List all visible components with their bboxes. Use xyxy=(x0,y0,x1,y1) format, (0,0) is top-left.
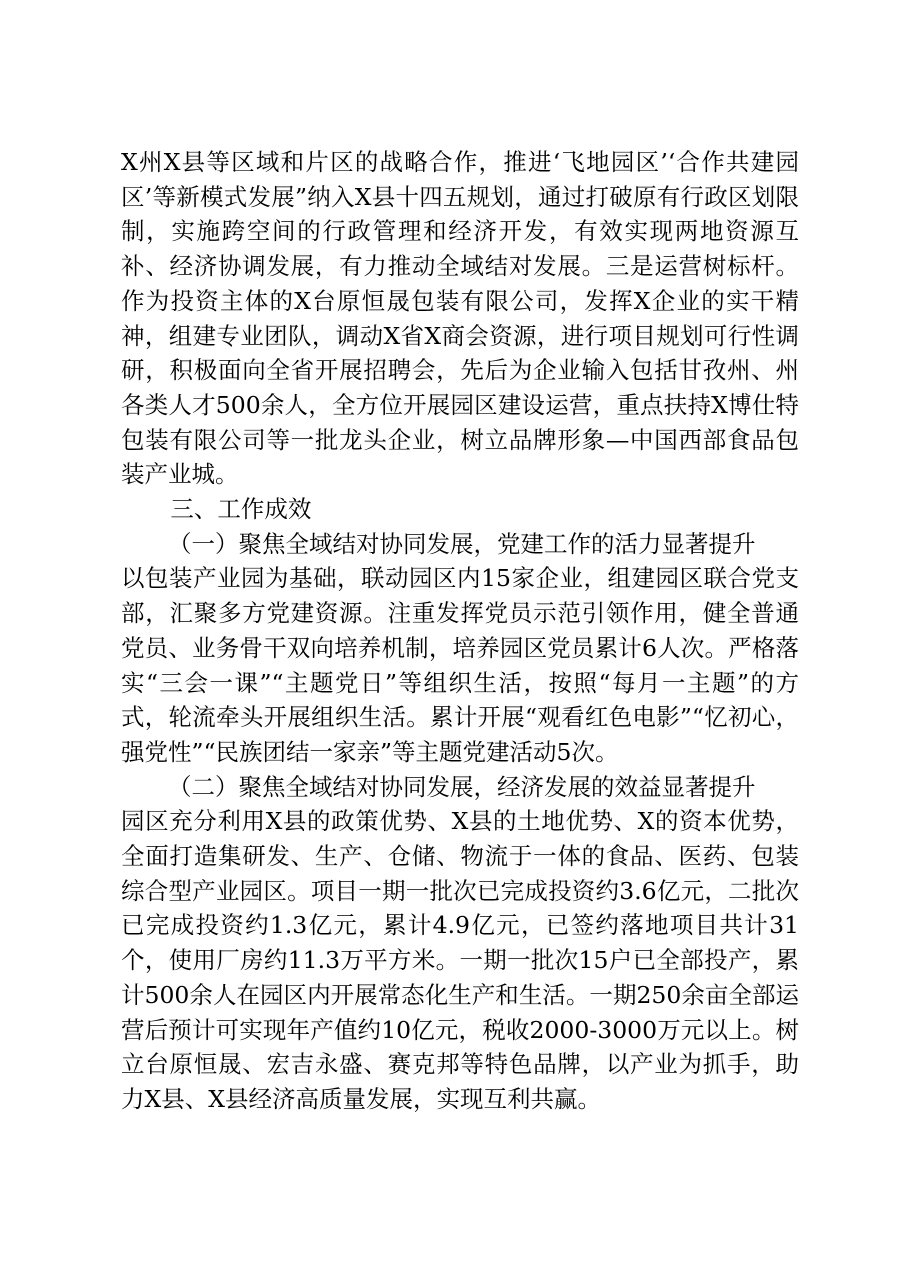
subsection-heading-economic-development: （二）聚焦全域结对协同发展，经济发展的效益显著提升 xyxy=(168,772,756,801)
document-page xyxy=(121,145,799,1117)
body-paragraph-economic-development: 园区充分利用X县的政策优势、X县的土地优势、X的资本优势，全面打造集研发、生产、仓储、物流于一体的食品、医药、包装综合型产业园区。项目一期一批次已完成投资约3.6亿元，二批次已完成投资约1.3亿元，累计4.9亿元，已签约落地项目共计31个，使用厂房约11.3万平方米。一期一批次15户已全部投产，累计500余人在园区内开展常态化生产和生活。一期250余亩全部运营后预计可实现年产值约10亿元，税收2000-3000万元以上。树立台原恒晟、宏吉永盛、赛克邦等特色品牌，以产业为抓手，助力X县、X县经济高质量发展，实现互利共赢。 xyxy=(121,807,799,1113)
body-paragraph-party-building: 以包装产业园为基础，联动园区内15家企业，组建园区联合党支部，汇聚多方党建资源。注重发挥党员示范引领作用，健全普通党员、业务骨干双向培养机制，培养园区党员累计6人次。严格落实“三会一课”“主题党日”等组织生活，按照“每月一主题”的方式，轮流牵头开展组织生活。累计开展“观看红色电影”“忆初心，强党性”“民族团结一家亲”等主题党建活动5次。 xyxy=(121,564,799,766)
body-paragraph-continued: X州X县等区域和片区的战略合作，推进‘飞地园区’‘合作共建园区’等新模式发展”纳入X县十四五规划，通过打破原有行政区划限制，实施跨空间的行政管理和经济开发，有效实现两地资源互补、经济协调发展，有力推动全域结对发展。三是运营树标杆。作为投资主体的X台原恒晟包装有限公司，发挥X企业的实干精神，组建专业团队，调动X省X商会资源，进行项目规划可行性调研，积极面向全省开展招聘会，先后为企业输入包括甘孜州、州各类人才500余人，全方位开展园区建设运营，重点扶持X博仕特包装有限公司等一批龙头企业，树立品牌形象—中国西部食品包装产业城。 xyxy=(121,148,799,489)
subsection-heading-party-building: （一）聚焦全域结对协同发展，党建工作的活力显著提升 xyxy=(168,529,756,558)
section-heading-work-results: 三、工作成效 xyxy=(170,495,312,524)
